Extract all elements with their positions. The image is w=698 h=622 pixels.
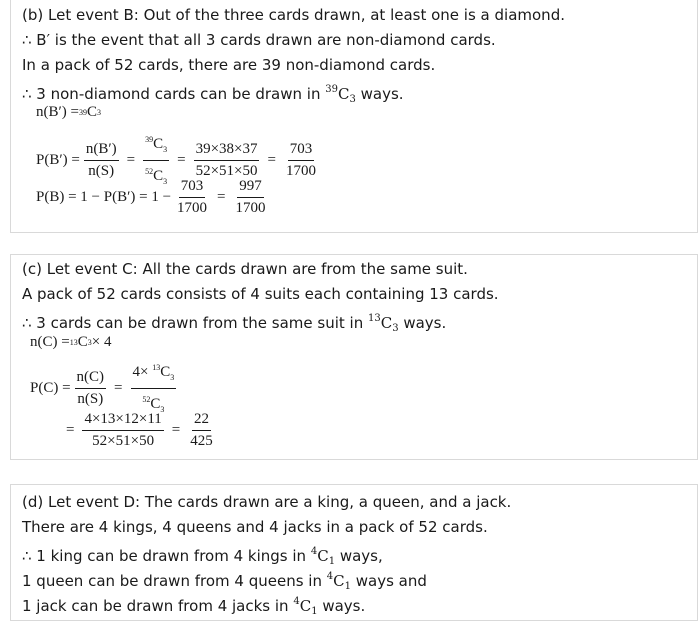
part-c-line-2: A pack of 52 cards consists of 4 suits each containing 13 cards. (22, 285, 499, 303)
fraction: $\frac{4\times ^{13}C_3}{^{52}C_3}$ (131, 359, 177, 418)
combination-39c3: $^{39}C_3$ (325, 84, 356, 105)
eq-p-b: P(B) = 1 − P(B′) = 1 − $\frac{703}{1700}$ = $\frac{997}{1700}$ (36, 178, 266, 216)
part-c-line-3: ∴ 3 cards can be drawn from the same suit in $^{13}C_3$ ways. (22, 313, 447, 334)
part-d-line-3: ∴ 1 king can be drawn from 4 kings in $^4C_1$ ways, (22, 546, 383, 567)
part-d-line-1: (d) Let event D: The cards drawn are a king, a queen, and a jack. (22, 493, 512, 511)
eq-p-c: P(C) = $\frac{n(C)}{n(S)}$ = $\frac{4\times ^{13}C_3}{^{52}C_3}$ (30, 359, 180, 418)
combination-4c1: $^4C_1$ (310, 546, 336, 567)
part-b-line-3: In a pack of 52 cards, there are 39 non-diamond cards. (22, 56, 436, 74)
combination-4c1: $^4C_1$ (326, 571, 351, 592)
eq-p-c-cont: = $\frac{4\times 13\times 12\times 11}{52\times 51\times 50}$ = $\frac{22}{425}$ (66, 411, 213, 449)
part-d-line-2: There are 4 kings, 4 queens and 4 jacks in a pack of 52 cards. (22, 518, 488, 536)
fraction: $\frac{^{39}C_3}{^{52}C_3}$ (143, 131, 169, 190)
part-b-line-2: ∴ B′ is the event that all 3 cards drawn are non-diamond cards. (22, 31, 496, 49)
eq-n-b-prime: n(B′) = 39 C 3 (36, 104, 102, 120)
fraction: $\frac{997}{1700}$ (235, 178, 266, 216)
fraction: $\frac{39\times 38\times 37}{52\times 51\times 50}$ (195, 141, 258, 179)
part-d-line-4: 1 queen can be drawn from 4 queens in $^4C_1$ ways and (22, 571, 427, 592)
fraction: $\frac{n(B')}{n(S)}$ (85, 141, 117, 179)
part-c-line-1: (c) Let event C: All the cards drawn are from the same suit. (22, 260, 468, 278)
fraction: $\frac{703}{1700}$ (177, 178, 208, 216)
combination-13c3: $^{13}C_3$ (367, 313, 399, 334)
part-d-line-5: 1 jack can be drawn from 4 jacks in $^4C_1$ ways. (22, 596, 366, 617)
eq-p-b-prime: P(B′) = $\frac{n(B')}{n(S)}$ = $\frac{^{39}C_3}{^{52}C_3}$ = $\frac{39\times 38\times 37}{52\times 51\times 50}$ = $\frac{703}{1700}$ (36, 131, 322, 190)
fraction: $\frac{n(C)}{n(S)}$ (76, 369, 105, 407)
combination-4c1: $^4C_1$ (293, 596, 318, 617)
part-b-line-4: ∴ 3 non-diamond cards can be drawn in $^{39}C_3$ ways. (22, 84, 404, 105)
part-b-line-1: (b) Let event B: Out of the three cards drawn, at least one is a diamond. (22, 6, 565, 24)
eq-n-c: n(C) = 13 C 3 × 4 (30, 334, 112, 350)
fraction: $\frac{22}{425}$ (190, 411, 213, 449)
fraction: $\frac{703}{1700}$ (285, 141, 316, 179)
fraction: $\frac{4\times 13\times 12\times 11}{52\times 51\times 50}$ (84, 411, 162, 449)
